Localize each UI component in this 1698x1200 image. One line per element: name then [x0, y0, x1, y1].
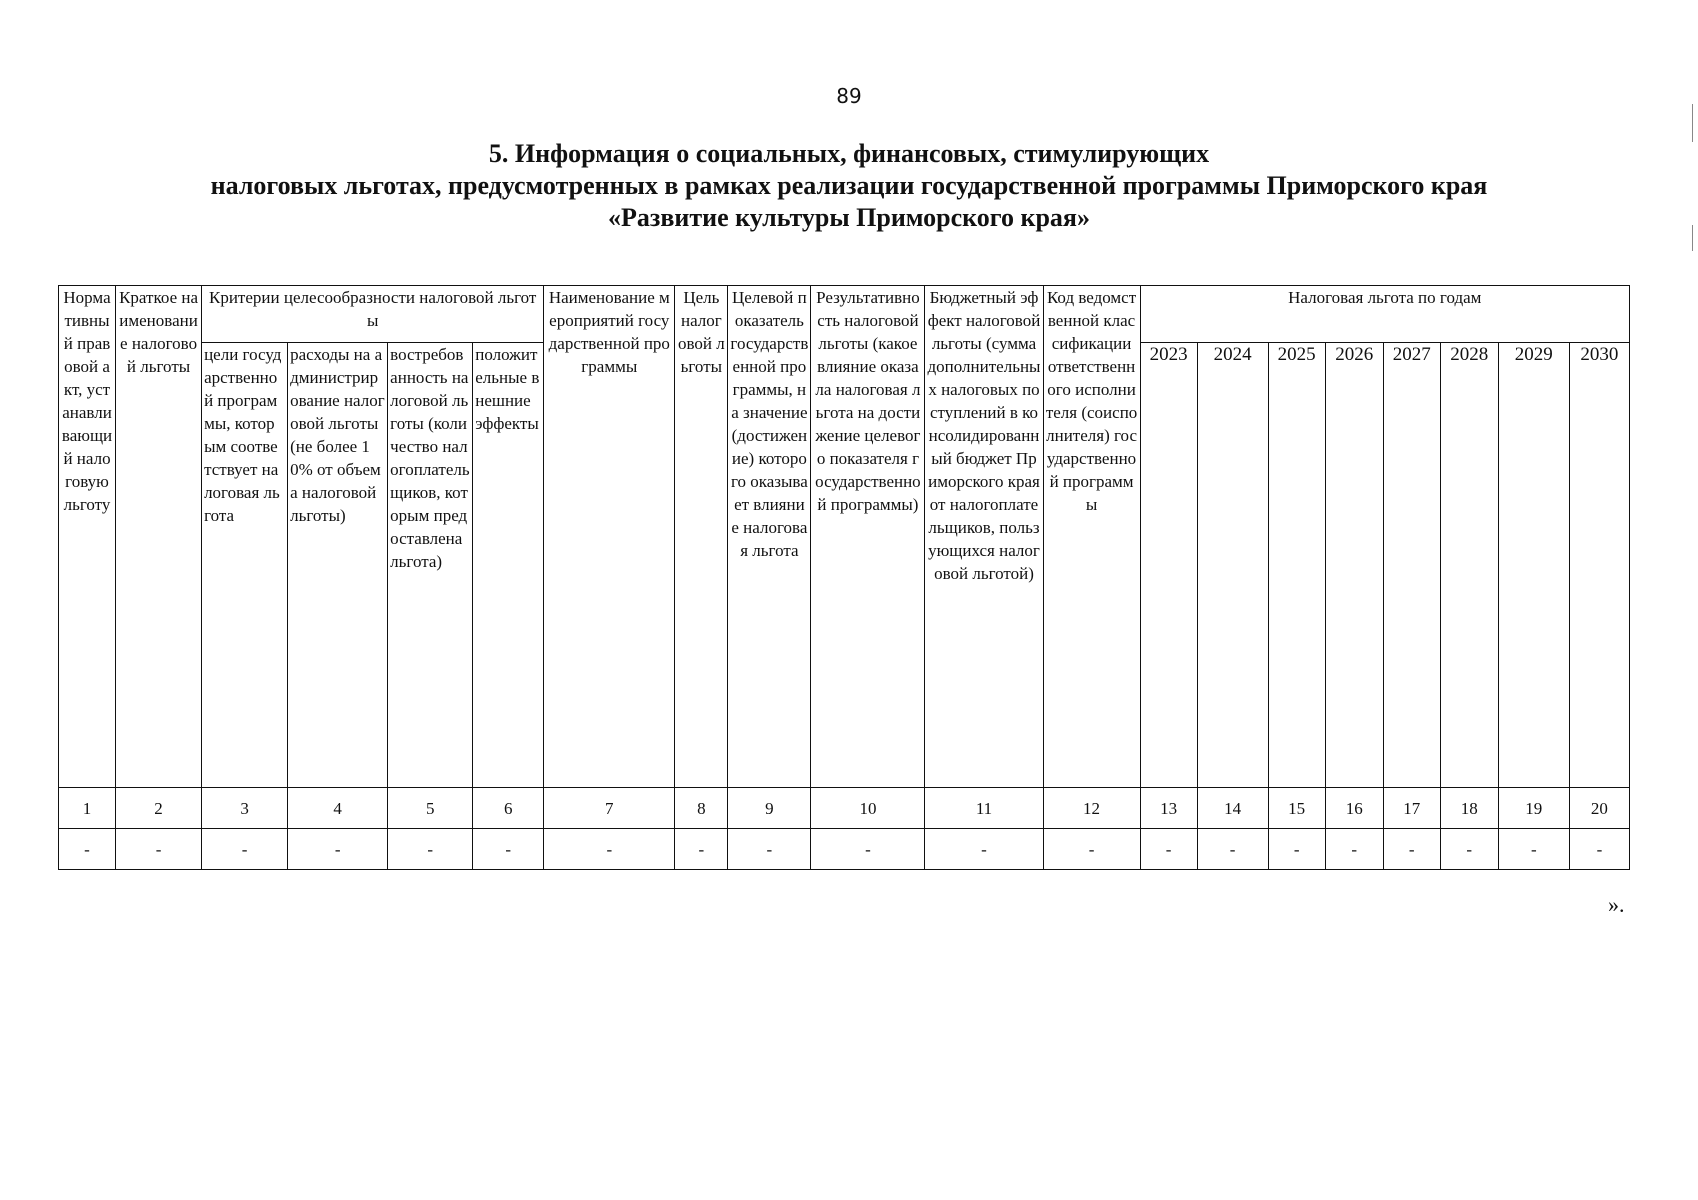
column-number: 2: [116, 788, 202, 829]
table-cell: -: [1325, 829, 1383, 870]
column-number: 20: [1569, 788, 1629, 829]
table-cell: -: [202, 829, 288, 870]
column-number: 5: [388, 788, 473, 829]
header-criteria-external-effects: положительные внешние эффекты: [473, 343, 544, 788]
header-benefit-name: Краткое наименование налоговой льготы: [116, 286, 202, 788]
scan-margin-mark: [1692, 225, 1693, 251]
table-cell: -: [1268, 829, 1325, 870]
column-number: 6: [473, 788, 544, 829]
table-cell: -: [728, 829, 811, 870]
table-cell: -: [59, 829, 116, 870]
tax-benefits-table: [58, 285, 1630, 870]
scan-margin-mark: [1692, 104, 1693, 142]
header-budget-effect: Бюджетный эффект налоговой льготы (сумма дополнительных налоговых поступлений в консолидированный бюджет Приморского края от налогоплательщиков, пользующихся налоговой льготой): [925, 286, 1043, 788]
title-line-3: «Развитие культуры Приморского края»: [608, 203, 1090, 232]
column-number: 4: [288, 788, 388, 829]
column-number: 16: [1325, 788, 1383, 829]
column-number: 19: [1498, 788, 1569, 829]
table-cell: -: [675, 829, 728, 870]
table-cell: -: [473, 829, 544, 870]
table-cell: -: [1498, 829, 1569, 870]
header-year: 2027: [1383, 343, 1440, 788]
column-number: 14: [1197, 788, 1268, 829]
column-number: 3: [202, 788, 288, 829]
title-line-1: 5. Информация о социальных, финансовых, стимулирующих: [488, 139, 1210, 168]
header-year: 2026: [1325, 343, 1383, 788]
column-number: 9: [728, 788, 811, 829]
column-number: 13: [1140, 788, 1197, 829]
table-cell: -: [1569, 829, 1629, 870]
column-number: 8: [675, 788, 728, 829]
column-number: 10: [811, 788, 925, 829]
column-number: 1: [59, 788, 116, 829]
table-cell: -: [1440, 829, 1498, 870]
header-years-group: Налоговая льгота по годам: [1140, 286, 1629, 343]
table-cell: -: [925, 829, 1043, 870]
header-normative-act: Нормативный правовой акт, устанавливающий налоговую льготу: [59, 286, 116, 788]
header-year: 2028: [1440, 343, 1498, 788]
header-benefit-goal: Цель налоговой льготы: [675, 286, 728, 788]
header-criteria-admin-costs: расходы на администрирование налоговой льготы (не более 10% от объема налоговой льготы): [288, 343, 388, 788]
header-criteria-demand: востребованность налоговой льготы (количество налогоплательщиков, которым предоставлена льгота): [388, 343, 473, 788]
header-target-indicator: Целевой показатель государственной программы, на значение (достижение) которого оказывает влияние налоговая льгота: [728, 286, 811, 788]
header-program-activities: Наименование мероприятий государственной программы: [544, 286, 675, 788]
table-cell: -: [116, 829, 202, 870]
table-cell: -: [388, 829, 473, 870]
table-cell: -: [544, 829, 675, 870]
table-cell: -: [1140, 829, 1197, 870]
column-number-row: [59, 788, 1630, 829]
header-year: 2025: [1268, 343, 1325, 788]
header-year: 2029: [1498, 343, 1569, 788]
header-effectiveness: Результативность налоговой льготы (какое влияние оказала налоговая льгота на достижение целевого показателя государственной программы): [811, 286, 925, 788]
closing-quote-mark: ».: [1608, 892, 1625, 917]
document-title: [0, 138, 1698, 234]
title-line-2: налоговых льготах, предусмотренных в рамках реализации государственной программы Приморского края: [210, 171, 1488, 200]
table-cell: -: [1383, 829, 1440, 870]
table-cell: -: [1043, 829, 1140, 870]
header-year: 2023: [1140, 343, 1197, 788]
column-number: 15: [1268, 788, 1325, 829]
table-row: [59, 829, 1630, 870]
table-cell: -: [288, 829, 388, 870]
header-year: 2024: [1197, 343, 1268, 788]
column-number: 11: [925, 788, 1043, 829]
header-criteria-goals: цели государственной программы, которым соответствует налоговая льгота: [202, 343, 288, 788]
header-group-row: [59, 286, 1630, 343]
header-year: 2030: [1569, 343, 1629, 788]
table-cell: -: [811, 829, 925, 870]
header-department-code: Код ведомственной классификации ответственного исполнителя (соисполнителя) государственной программы: [1043, 286, 1140, 788]
column-number: 17: [1383, 788, 1440, 829]
column-number: 12: [1043, 788, 1140, 829]
column-number: 18: [1440, 788, 1498, 829]
page-number: 89: [836, 84, 862, 108]
table-cell: -: [1197, 829, 1268, 870]
header-criteria-group: Критерии целесообразности налоговой льготы: [202, 286, 544, 343]
column-number: 7: [544, 788, 675, 829]
